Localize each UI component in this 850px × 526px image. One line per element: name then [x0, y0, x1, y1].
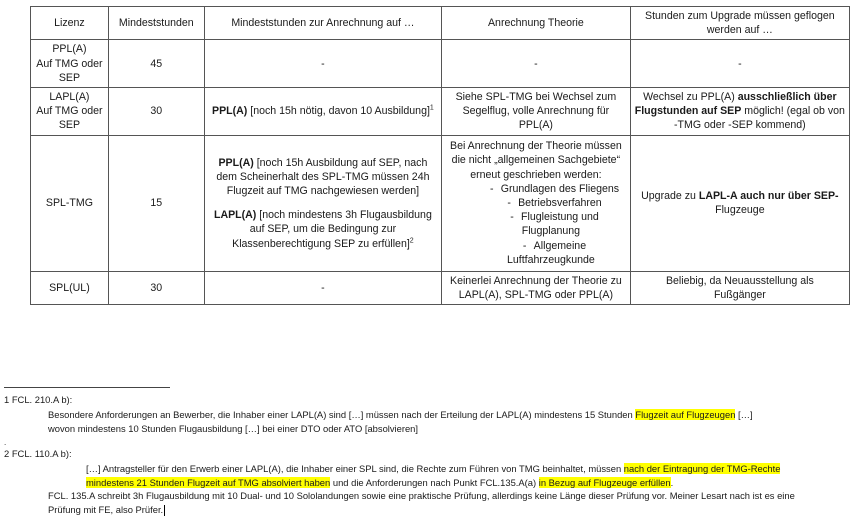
anrechnung-text: [noch 15h Ausbildung auf SEP, nach dem Scheinerhalt des SPL-TMG müssen 24h Flugzeit auf TMG nachgewiesen werden] [216, 156, 430, 197]
table-row [31, 271, 850, 304]
upgrade-text: Upgrade zu [641, 189, 699, 202]
anrechnung-lapl [209, 208, 437, 251]
lizenz-line: Auf TMG oder [36, 57, 103, 70]
footnote-text: […] [735, 409, 753, 420]
license-name: PPL(A) [212, 105, 248, 118]
cell-lizenz: SPL(UL) [31, 271, 109, 304]
theorie-list-item: - Flugleistung und Flugplanung [446, 210, 626, 238]
cell-upgrade [630, 271, 849, 304]
upgrade-emphasis: ausschließlich über Flugstunden auf SEP [634, 91, 837, 118]
anrechnung-ppl [209, 156, 437, 199]
highlighted-text: in Bezug auf Flugzeuge erfüllen [538, 476, 671, 488]
footnote-text: […] Antragsteller für den Erwerb einer LAPL(A), die Inhaber einer SPL sind, die Rechte zum Führen von TMG beinhaltet, müssen [86, 463, 624, 474]
header-anrechnung: Mindeststunden zur Anrechnung auf … [204, 7, 441, 40]
cell-upgrade [630, 135, 849, 271]
footnote-ref: 2 [409, 237, 414, 244]
upgrade-text: Flugzeuge [715, 204, 765, 217]
cell-theorie: Siehe SPL-TMG bei Wechsel zum Segelflug, volle Anrechnung für PPL(A) [442, 88, 631, 136]
highlighted-text: Flugzeit auf Flugzeugen [635, 409, 736, 420]
footnote-2-body [48, 462, 818, 516]
cell-stunden: 30 [108, 271, 204, 304]
table-row [31, 88, 850, 136]
lizenz-line: PPL(A) [52, 43, 87, 56]
footnote-paragraph [48, 489, 818, 516]
cell-anrechnung [204, 135, 441, 271]
cell-theorie: Keinerlei Anrechnung der Theorie zu LAPL(A), SPL-TMG oder PPL(A) [442, 271, 631, 304]
footnote-text: FCL. 135.A schreibt 3h Flugausbildung mit 10 Dual- und 10 Sololandungen sowie eine praktische Prüfung, allerdings keine Länge dieser Prüfung vor. Meiner Lesart nach ist es eine Prüfung mit FE, also Prüfer. [48, 490, 795, 515]
table-row [31, 40, 850, 88]
cell-theorie: - [442, 40, 631, 88]
footnote-1-heading: 1 FCL. 210.A b): [4, 394, 73, 405]
upgrade-emphasis: LAPL-A auch nur über SEP- [698, 189, 839, 202]
anrechnung-text: [noch 15h nötig, davon 10 Ausbildung] [247, 105, 430, 118]
cell-lizenz [31, 40, 109, 88]
cell-upgrade [630, 88, 849, 136]
anrechnung-text: [noch mindestens 3h Flugausbildung auf SEP, um die Bedingung zur Klassenberechtigung SEP zu erfüllen] [232, 209, 432, 250]
header-theorie: Anrechnung Theorie [442, 7, 631, 40]
license-table [30, 6, 850, 305]
footnote-2-heading: 2 FCL. 110.A b): [4, 448, 72, 459]
footnote-paragraph [48, 462, 818, 489]
cell-stunden: 45 [108, 40, 204, 88]
theorie-intro: Bei Anrechnung der Theorie müssen die nicht „allgemeinen Sachgebiete“ erneut geschrieben werden: [450, 140, 622, 181]
theorie-list-item: - Grundlagen des Fliegens [446, 182, 626, 196]
header-lizenz: Lizenz [31, 7, 109, 40]
highlighted-text: nach der Eintragung der TMG-Rechte mindestens 21 Stunden Flugzeit auf TMG absolviert haben [86, 463, 781, 488]
cell-upgrade: - [630, 40, 849, 88]
license-name: LAPL(A) [213, 209, 257, 222]
footnote-ref: 1 [429, 104, 434, 112]
lizenz-line: LAPL(A) [49, 91, 90, 104]
upgrade-text: Fußgänger [713, 288, 766, 301]
cell-anrechnung: - [204, 40, 441, 88]
theorie-list-item: - Allgemeine Luftfahrzeugkunde [446, 239, 626, 267]
footnote-text: Besondere Anforderungen an Bewerber, die Inhaber einer LAPL(A) sind […] müssen nach der Erteilung der LAPL(A) mindestens 15 Stunden [48, 409, 636, 420]
cell-anrechnung: - [204, 271, 441, 304]
theorie-list-item: - Betriebsverfahren [446, 196, 626, 210]
footnote-separator [4, 387, 170, 388]
stray-dot: . [4, 438, 7, 447]
footnote-text: . [670, 476, 674, 488]
cell-stunden: 30 [108, 88, 204, 136]
cell-anrechnung [204, 88, 441, 136]
table-row [31, 135, 850, 271]
upgrade-text: Beliebig, da Neuausstellung als [665, 274, 814, 287]
cell-stunden: 15 [108, 135, 204, 271]
cell-theorie [442, 135, 631, 271]
footnote-text: und die Anforderungen nach Punkt FCL.135.A(a) [330, 476, 539, 488]
lizenz-line: SEP [58, 71, 81, 84]
footnote-1-body [48, 408, 808, 435]
upgrade-text: Wechsel zu PPL(A) [643, 91, 738, 104]
cell-lizenz [31, 88, 109, 136]
paragraph-gap [209, 198, 437, 208]
text-cursor [164, 505, 165, 516]
lizenz-line: Auf TMG oder [36, 105, 103, 118]
header-upgrade: Stunden zum Upgrade müssen geflogen werden auf … [630, 7, 849, 40]
header-mindeststunden: Mindeststunden [108, 7, 204, 40]
license-name: PPL(A) [218, 156, 254, 169]
footnote-text: wovon mindestens 10 Stunden Flugausbildung […] bei einer DTO oder ATO [absolvieren] [48, 422, 419, 434]
upgrade-text: möglich! (egal ob von -TMG oder -SEP kommend) [674, 105, 845, 132]
cell-lizenz: SPL-TMG [31, 135, 109, 271]
lizenz-line: SEP [58, 119, 81, 132]
table-header-row [31, 7, 850, 40]
